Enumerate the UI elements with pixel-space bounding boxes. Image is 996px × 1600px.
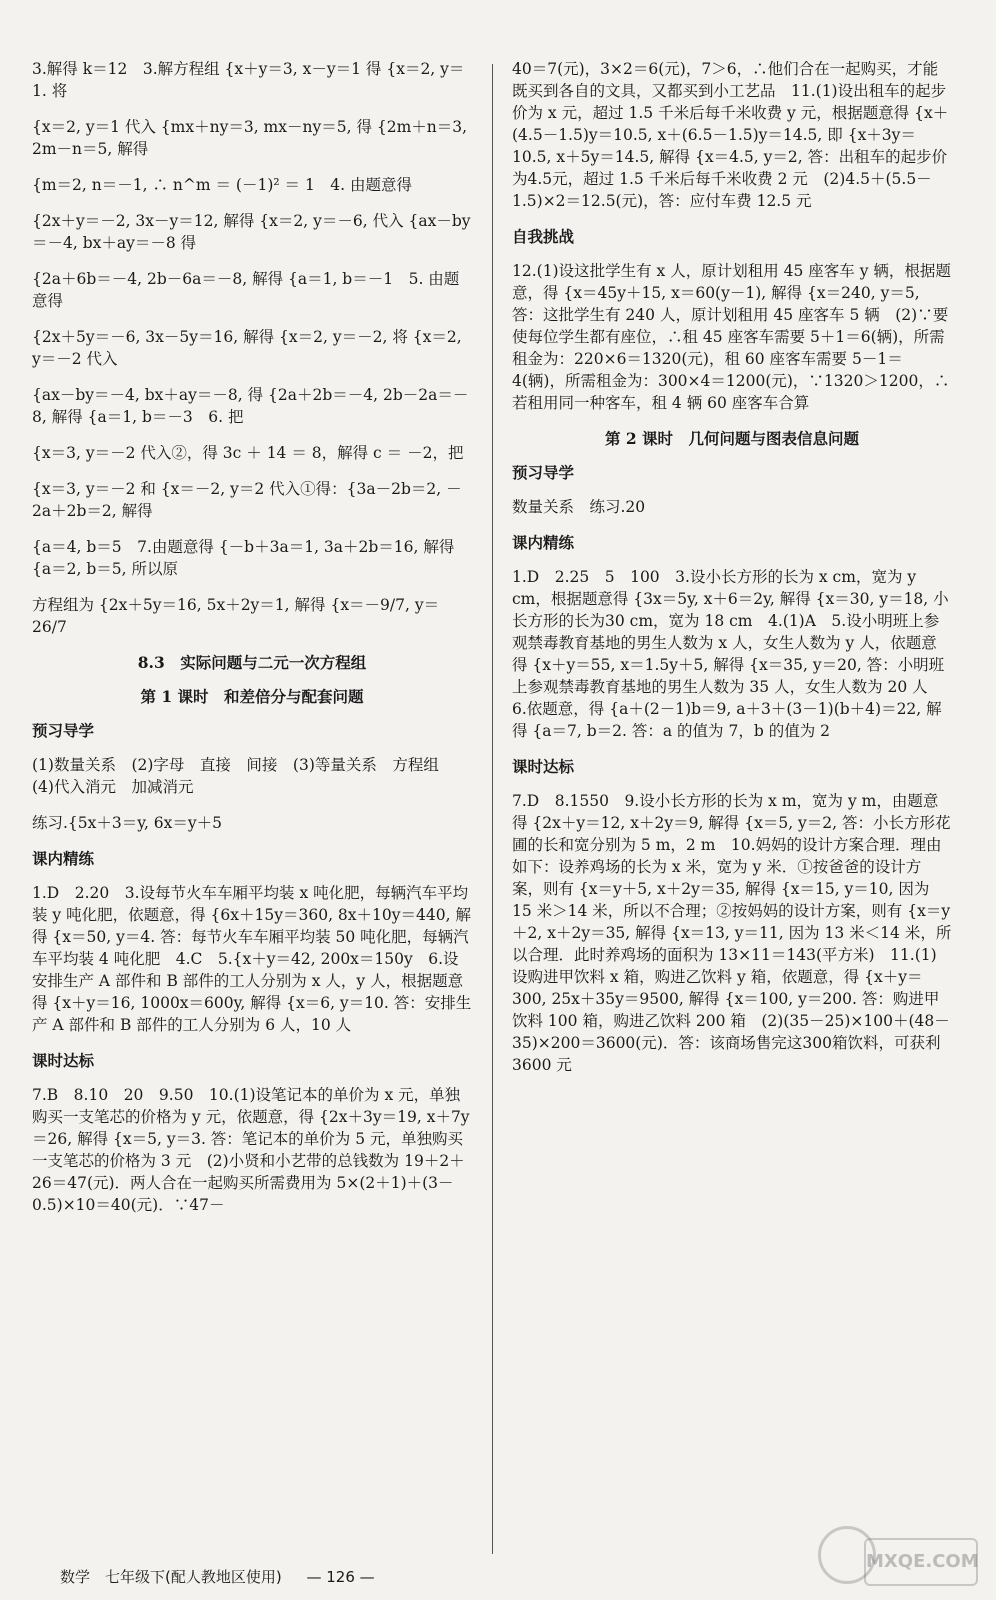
preview-heading: 预习导学 — [32, 722, 95, 740]
left-column — [32, 58, 472, 1230]
lesson-title: 第 2 课时 几何问题与图表信息问题 — [604, 429, 860, 448]
class-practice-text: 1.D 2.25 5 100 3.设小长方形的长为 x cm，宽为 y cm，根据题意得 {3x＝5y, x＋6＝2y, 解得 {x＝30, y＝18, 小长方形的长为30 cm，宽为 18 cm 4.(1)A 5.设小明班上参观禁毒教育基地的男生人数为 x 人，女生人数为 y 人，依题意得 {x＋y＝55, x＝1.5y＋5, 解得 {x＝35, y＝20, 答：小明班上参观禁毒教育基地的男生人数为 35 人，女生人数为 20 人 6.依题意，得 {a＋(2－1)b＝9, a＋3＋(3－1)(b＋4)＝22, 解得 {a＝7, b＝2. 答：a 的值为 7，b 的值为 2 — [512, 568, 949, 740]
challenge-text: 12.(1)设这批学生有 x 人，原计划租用 45 座客车 y 辆，根据题意，得 {x＝45y＋15, x＝60(y－1), 解得 {x＝240, y＝5, 答：这批学生有 240 人，原计划租用 45 座客车 5 辆 (2)∵要使每位学生都有座位，∴租 45 座客车需要 5＋1＝6(辆)，所需租金为：220×6＝1320(元)，租 60 座客车需要 5－1＝4(辆)，所需租金为：300×4＝1200(元)，∵1320＞1200，∴若租用同一种客车，租 4 辆 60 座客车合算 — [512, 262, 951, 412]
watermark-text: MXQE.COM — [866, 1551, 979, 1572]
challenge-heading: 自我挑战 — [512, 228, 575, 246]
page-footer — [60, 1566, 940, 1587]
section-title: 8.3 实际问题与二元一次方程组 — [137, 653, 367, 672]
answer-line: {x＝3, y＝－2 代入②，得 3c ＋ 14 ＝ 8，解得 c ＝ －2，把 — [32, 444, 464, 462]
practice-text: 练习.{5x＋3＝y, 6x＝y＋5 — [32, 814, 223, 832]
class-practice-heading: 课内精练 — [32, 850, 95, 868]
answer-line: {m＝2, n＝－1, ∴ n^m ＝ (－1)² ＝ 1 4. 由题意得 — [32, 176, 413, 194]
target-heading: 课时达标 — [32, 1052, 95, 1070]
target-heading: 课时达标 — [512, 758, 575, 776]
preview-text: 数量关系 练习.20 — [512, 498, 646, 516]
class-practice-heading: 课内精练 — [512, 534, 575, 552]
class-practice-text: 1.D 2.20 3.设每节火车车厢平均装 x 吨化肥，每辆汽车平均装 y 吨化肥，依题意，得 {6x＋15y＝360, 8x＋10y＝440, 解得 {x＝50, y＝4. 答：每节火车车厢平均装 50 吨化肥，每辆汽车平均装 4 吨化肥 4.C 5.{x＋y＝42, 200x＝150y 6.设安排生产 A 部件和 B 部件的工人分别为 x 人，y 人，根据题意得 {x＋y＝16, 1000x＝600y, 解得 {x＝6, y＝10. 答：安排生产 A 部件和 B 部件的工人分别为 6 人，10 人 — [32, 884, 472, 1034]
answer-line: {x＝3, y＝－2 和 {x＝－2, y＝2 代入①得：{3a－2b＝2, －2a＋2b＝2, 解得 — [32, 480, 462, 520]
target-text: 7.D 8.1550 9.设小长方形的长为 x m，宽为 y m，由题意得 {2x＋y＝12, x＋2y＝9, 解得 {x＝5, y＝2, 答：小长方形花圃的长和宽分别为 5 m，2 m 10.妈妈的设计方案合理．理由如下：设养鸡场的长为 x 米，宽为 y 米．①按爸爸的设计方案，则有 {x＝y＋5, x＋2y＝35, 解得 {x＝15, y＝10, 因为 15 米＞14 米，所以不合理；②按妈妈的设计方案，则有 {x＝y＋2, x＋2y＝35, 解得 {x＝13, y＝11, 因为 13 米＜14 米，所以合理．此时养鸡场的面积为 13×11＝143(平方米) 11.(1)设购进甲饮料 x 箱，购进乙饮料 y 箱，依题意，得 {x＋y＝300, 25x＋35y＝9500, 解得 {x＝100, y＝200. 答：购进甲饮料 100 箱，购进乙饮料 200 箱 (2)(35－25)×100＋(48－35)×200＝3600(元)．答：该商场售完这300箱饮料，可获利 3600 元 — [512, 792, 952, 1074]
page-number: — 126 — — [306, 1568, 375, 1586]
answer-line: {a＝4, b＝5 7.由题意得 {－b＋3a＝1, 3a＋2b＝16, 解得 {a＝2, b＝5, 所以原 — [32, 538, 455, 578]
column-divider — [492, 64, 493, 1554]
answer-line: 方程组为 {2x＋5y＝16, 5x＋2y＝1, 解得 {x＝－9/7, y＝26/7 — [32, 596, 440, 636]
answer-line: {2a＋6b＝－4, 2b－6a＝－8, 解得 {a＝1, b＝－1 5. 由题意得 — [32, 270, 460, 310]
right-column — [512, 58, 952, 1090]
answer-line: {2x＋5y＝－6, 3x－5y＝16, 解得 {x＝2, y＝－2, 将 {x＝2, y＝－2 代入 — [32, 328, 462, 368]
watermark-circle-icon — [818, 1526, 876, 1584]
preview-text: (1)数量关系 (2)字母 直接 间接 (3)等量关系 方程组 (4)代入消元 加减消元 — [32, 756, 455, 796]
answer-line: {ax－by＝－4, bx＋ay＝－8, 得 {2a＋2b＝－4, 2b－2a＝－8, 解得 {a＝1, b＝－3 6. 把 — [32, 386, 469, 426]
watermark-logo — [864, 1538, 978, 1586]
footer-subject: 数学 七年级下(配人教地区使用) — [60, 1568, 282, 1586]
lesson-title: 第 1 课时 和差倍分与配套问题 — [140, 687, 364, 706]
answer-line: {2x＋y＝－2, 3x－y＝12, 解得 {x＝2, y＝－6, 代入 {ax－by＝－4, bx＋ay＝－8 得 — [32, 212, 471, 252]
answer-line: {x＝2, y＝1 代入 {mx＋ny＝3, mx－ny＝5, 得 {2m＋n＝3, 2m－n＝5, 解得 — [32, 118, 468, 158]
target-text: 7.B 8.10 20 9.50 10.(1)设笔记本的单价为 x 元，单独购买一支笔芯的价格为 y 元，依题意，得 {2x＋3y＝19, x＋7y＝26, 解得 {x＝5, y＝3. 答：笔记本的单价为 5 元，单独购买一支笔芯的价格为 3 元 (2)小贤和小艺带的总钱数为 19＋2＋26＝47(元)．两人合在一起购买所需费用为 5×(2＋1)＋(3－0.5)×10＝40(元)．∵47－ — [32, 1086, 470, 1214]
answer-line: 3.解得 k＝12 3.解方程组 {x＋y＝3, x－y＝1 得 {x＝2, y＝1. 将 — [32, 60, 465, 100]
continued-answer: 40＝7(元)，3×2＝6(元)，7＞6，∴他们合在一起购买，才能既买到各自的文具，又都买到小工艺品 11.(1)设出租车的起步价为 x 元，超过 1.5 千米后每千米收费 y 元，根据题意得 {x＋(4.5－1.5)y＝10.5, x＋(6.5－1.5)y＝14.5, 即 {x＋3y＝10.5, x＋5y＝14.5, 解得 {x＝4.5, y＝2, 答：出租车的起步价为4.5元，超过 1.5 千米后每千米收费 2 元 (2)4.5＋(5.5－1.5)×2＝12.5(元)，答：应付车费 12.5 元 — [512, 60, 949, 210]
preview-heading: 预习导学 — [512, 464, 575, 482]
